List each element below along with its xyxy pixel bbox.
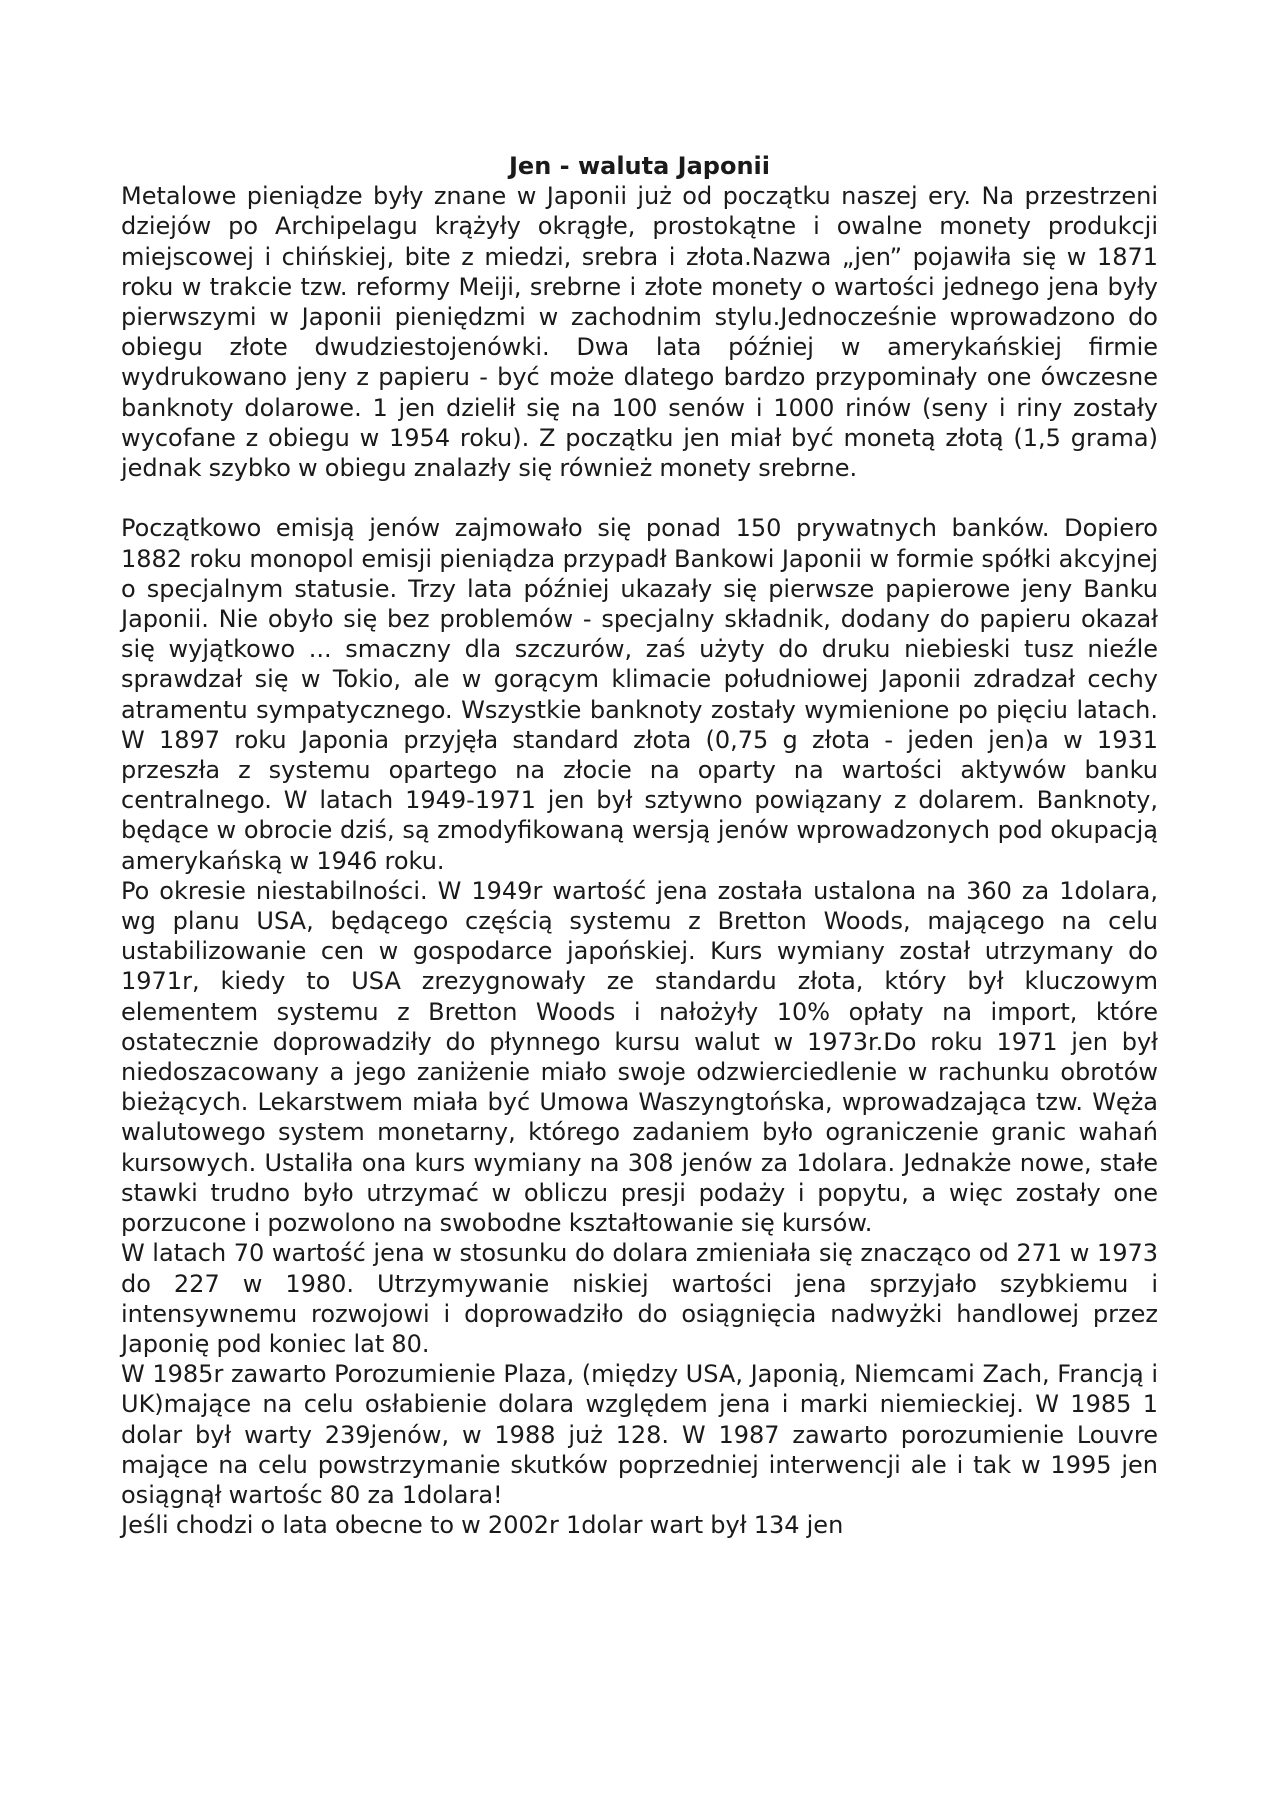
paragraph-bretton-woods: Po okresie niestabilności. W 1949r wartość jena została ustalona na 360 za 1dolara, wg planu USA, będącego częścią systemu z Bretton Woods, mającego na celu ustabilizowanie cen w gospodarce japońskiej. Kurs wymiany został utrzymany do 1971r, kiedy to USA zrezygnowały ze standardu złota, który był kluczowym elementem systemu z Bretton Woods i nałożyły 10% opłaty na import, które ostatecznie doprowadziły do płynnego kursu walut w 1973r.Do roku 1971 jen był niedoszacowany a jego zaniżenie miało swoje odzwierciedlenie w rachunku obrotów bieżących. Lekarstwem miała być Umowa Waszyngtońska, wprowadzająca tzw. Węża walutowego system monetarny, którego zadaniem było ograniczenie granic wahań kursowych. Ustaliła ona kurs wymiany na 308 jenów za 1dolara. Jednakże nowe, stałe stawki trudno było utrzymać w obliczu presji podaży i popytu, a więc zostały one porzucone i pozwolono na swobodne kształtowanie się kursów. <box>121 876 1158 1238</box>
page-title: Jen - waluta Japonii <box>509 152 770 180</box>
paragraph-present: Jeśli chodzi o lata obecne to w 2002r 1dolar wart był 134 jen <box>121 1511 844 1540</box>
paragraph-1970s: W latach 70 wartość jena w stosunku do dolara zmieniała się znacząco od 271 w 1973 do 227 w 1980. Utrzymywanie niskiej wartości jena sprzyjało szybkiemu i intensywnemu rozwojowi i doprowadziło do osiągnięcia nadwyżki handlowej przez Japonię pod koniec lat 80. <box>121 1239 1158 1358</box>
paragraph-bank-of-japan: Początkowo emisją jenów zajmowało się ponad 150 prywatnych banków. Dopiero 1882 roku monopol emisji pieniądza przypadł Bankowi Japonii w formie spółki akcyjnej o specjalnym statusie. Trzy lata później ukazały się pierwsze papierowe jeny Banku Japonii. Nie obyło się bez problemów - specjalny składnik, dodany do papieru okazał się wyjątkowo ... smaczny dla szczurów, zaś użyty do druku niebieski tusz nieźle sprawdzał się w Tokio, ale w gorącym klimacie południowej Japonii zdradzał cechy atramentu sympatycznego. Wszystkie banknoty zostały wymienione po pięciu latach. W 1897 roku Japonia przyjęła standard złota (0,75 g złota - jeden jen)a w 1931 przeszła z systemu opartego na złocie na oparty na wartości aktywów banku centralnego. W latach 1949-1971 jen był sztywno powiązany z dolarem. Banknoty, będące w obrocie dziś, są zmodyfikowaną wersją jenów wprowadzonych pod okupacją amerykańską w 1946 roku. <box>121 514 1158 875</box>
paragraph-plaza-accord: W 1985r zawarto Porozumienie Plaza, (między USA, Japonią, Niemcami Zach, Francją i UK)mające na celu osłabienie dolara względem jena i marki niemieckiej. W 1985 1 dolar był warty 239jenów, w 1988 już 128. W 1987 zawarto porozumienie Louvre mające na celu powstrzymanie skutków poprzedniej interwencji ale i tak w 1995 jen osiągnął wartośc 80 za 1dolara! <box>121 1360 1158 1509</box>
paragraph-origins: Metalowe pieniądze były znane w Japonii już od początku naszej ery. Na przestrzeni dziejów po Archipelagu krążyły okrągłe, prostokątne i owalne monety produkcji miejscowej i chińskiej, bite z miedzi, srebra i złota.Nazwa „jen” pojawiła się w 1871 roku w trakcie tzw. reformy Meiji, srebrne i złote monety o wartości jednego jena były pierwszymi w Japonii pieniędzmi w zachodnim stylu.Jednocześnie wprowadzono do obiegu złote dwudziestojenówki. Dwa lata później w amerykańskiej firmie wydrukowano jeny z papieru - być może dlatego bardzo przypominały one ówczesne banknoty dolarowe. 1 jen dzielił się na 100 senów i 1000 rinów (seny i riny zostały wycofane z obiegu w 1954 roku). Z początku jen miał być monetą złotą (1,5 grama) jednak szybko w obiegu znalazły się również monety srebrne. <box>121 182 1158 483</box>
document-body <box>121 151 1158 1540</box>
paragraph-spacer <box>121 483 1158 513</box>
